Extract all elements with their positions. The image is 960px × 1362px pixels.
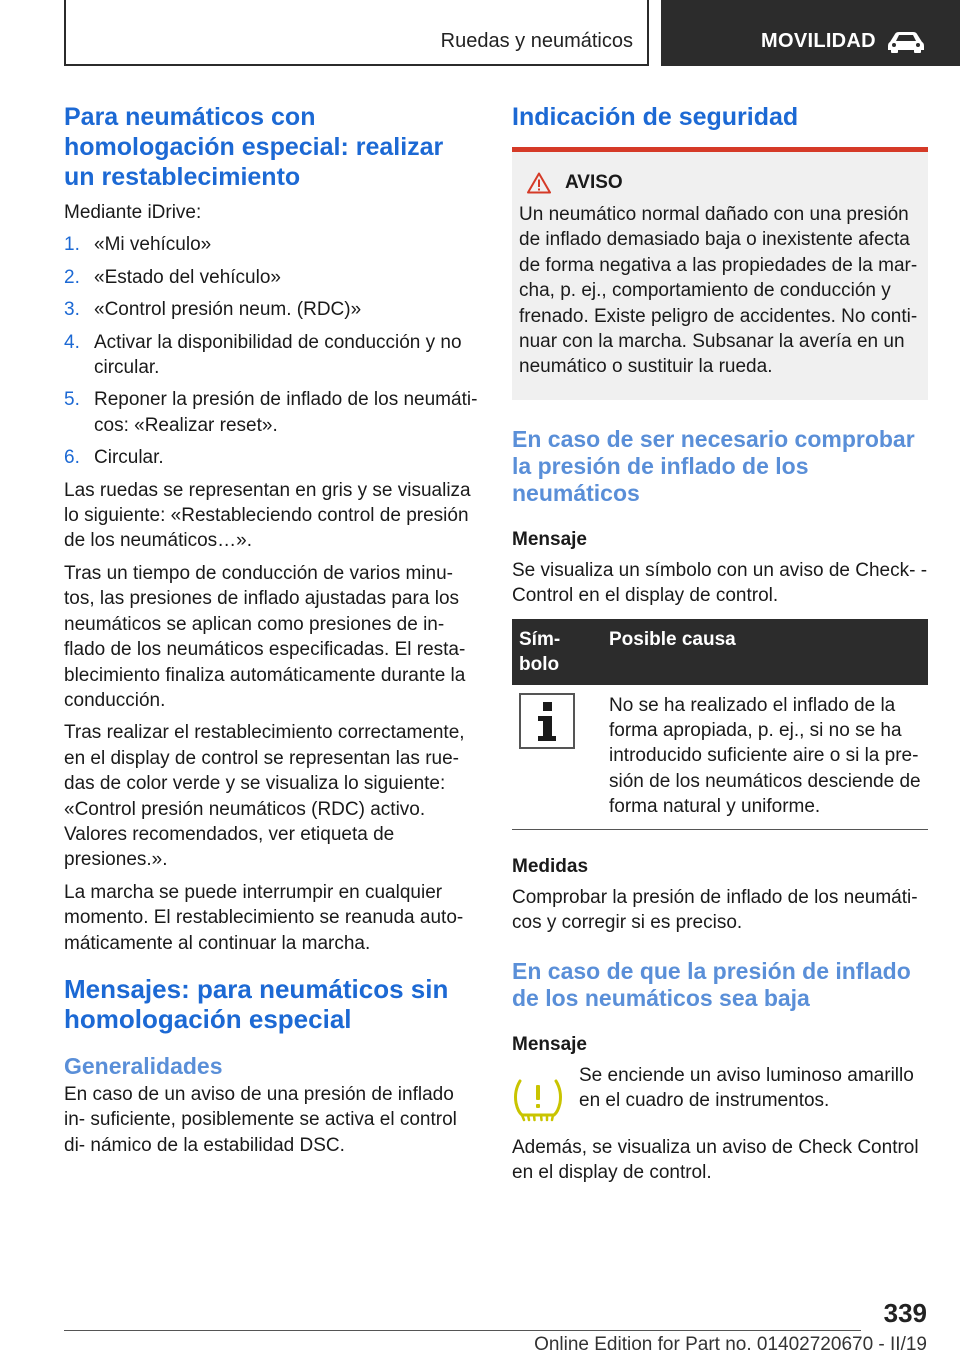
right-column <box>512 102 928 1192</box>
paragraph-dsc: En caso de un aviso de una presión de inflado in- suficiente, posiblemente se activa el control di- námico de la estabilidad DSC. <box>64 1083 457 1156</box>
table-cell-cause: No se ha realizado el inflado de la forma apropiada, p. ej., si no se ha introducido suficiente aire o si la pre- sión de los neumáticos desciende de forma natural y uniforme. <box>602 685 928 830</box>
step-number: 4. <box>64 331 80 353</box>
reset-steps-list <box>64 232 478 470</box>
message-label: Mensaje <box>512 528 587 550</box>
left-column <box>64 102 478 1165</box>
heading-general: Generalidades <box>64 1052 223 1079</box>
paragraph-after-driving: Tras un tiempo de conducción de varios minu- tos, las presiones de inflado ajustadas para los neumáticos se aplican como presiones de in- flado de los neumáticos especificadas. El resta- blecimiento finaliza automáticamente durante la conducción. <box>64 562 466 711</box>
step-text: «Estado del vehículo» <box>94 266 281 288</box>
heading-check-pressure: En caso de ser necesario comprobar la presión de inflado de los neumáticos <box>512 425 915 506</box>
list-item <box>64 297 478 322</box>
car-icon <box>887 30 925 54</box>
step-text: Activar la disponibilidad de conducción y no circular. <box>94 331 462 379</box>
warning-label: AVISO <box>565 172 623 193</box>
table-row <box>512 685 928 830</box>
symbol-cause-table <box>512 619 928 830</box>
heading-messages: Mensajes: para neumáticos sin homologación especial <box>64 973 449 1034</box>
paragraph-reset-success: Tras realizar el restablecimiento correctamente, en el display de control se representan las rue- das de color verde y se visualiza lo siguiente: «Control presión neumáticos (RDC) activo. Valores recomendados, ver etiqueta de presiones.». <box>64 722 465 871</box>
step-number: 1. <box>64 234 80 256</box>
list-item <box>64 387 478 438</box>
footer-edition: Online Edition for Part no. 01402720670 - II/19 <box>534 1334 927 1355</box>
step-text: Reponer la presión de inflado de los neumáti- cos: «Realizar reset». <box>94 389 478 436</box>
list-item <box>64 232 478 257</box>
warning-triangle-icon <box>527 172 551 194</box>
message2-label: Mensaje <box>512 1033 587 1055</box>
measures-label: Medidas <box>512 855 589 877</box>
footer-divider <box>64 1330 861 1331</box>
message2-text: Se enciende un aviso luminoso amarillo en el cuadro de instrumentos. <box>579 1064 914 1111</box>
heading-reset: Para neumáticos con homologación especial: realizar un restablecimiento <box>64 103 444 191</box>
paragraph-gray-wheels: Las ruedas se representan en gris y se visualiza lo siguiente: «Restableciendo control de presión de los neumáticos…». <box>64 479 471 552</box>
paragraph-interrupt: La marcha se puede interrumpir en cualquier momento. El restablecimiento se reanuda auto- máticamente al continuar la marcha. <box>64 881 464 954</box>
list-item <box>64 445 478 470</box>
intro-text: Mediante iDrive: <box>64 202 202 223</box>
header-section-box <box>64 0 649 66</box>
message-text: Se visualiza un símbolo con un aviso de Check- -Control en el display de control. <box>512 559 928 607</box>
list-item <box>64 330 478 381</box>
message2-row <box>512 1063 928 1123</box>
column-header-cause: Posible causa <box>602 619 928 685</box>
warning-box <box>512 147 928 400</box>
step-text: «Mi vehículo» <box>94 234 212 256</box>
warning-text: Un neumático normal dañado con una presión de inflado demasiado baja o inexistente afecta de forma negativa a las propiedades de la mar- cha, p. ej., comportamiento de conducción y frenado. Existe peligro de accidentes. No conti- nuar con la marcha. Subsanar la avería en un neumático o sustituir la rueda. <box>519 204 918 378</box>
step-text: Circular. <box>94 447 164 469</box>
step-number: 6. <box>64 447 80 469</box>
warning-title <box>519 172 920 194</box>
step-text: «Control presión neum. (RDC)» <box>94 299 362 321</box>
info-icon <box>519 693 575 749</box>
list-item <box>64 265 478 290</box>
heading-safety: Indicación de seguridad <box>512 103 799 131</box>
header-chapter-tab <box>661 0 960 66</box>
measures-text: Comprobar la presión de inflado de los neumáti- cos y corregir si es preciso. <box>512 886 918 934</box>
step-number: 3. <box>64 299 80 321</box>
page-number: 339 <box>883 1298 927 1328</box>
column-header-symbol: Sím- bolo <box>512 619 602 685</box>
heading-low-pressure: En caso de que la presión de inflado de los neumáticos sea baja <box>512 957 911 1011</box>
step-number: 2. <box>64 266 80 288</box>
header-chapter-label: MOVILIDAD <box>761 30 876 52</box>
table-cell-symbol <box>512 685 602 830</box>
header-section-title: Ruedas y neumáticos <box>440 30 633 52</box>
step-number: 5. <box>64 389 80 411</box>
message2-after: Además, se visualiza un aviso de Check Control en el display de control. <box>512 1136 919 1183</box>
tire-pressure-warning-icon <box>512 1075 564 1123</box>
